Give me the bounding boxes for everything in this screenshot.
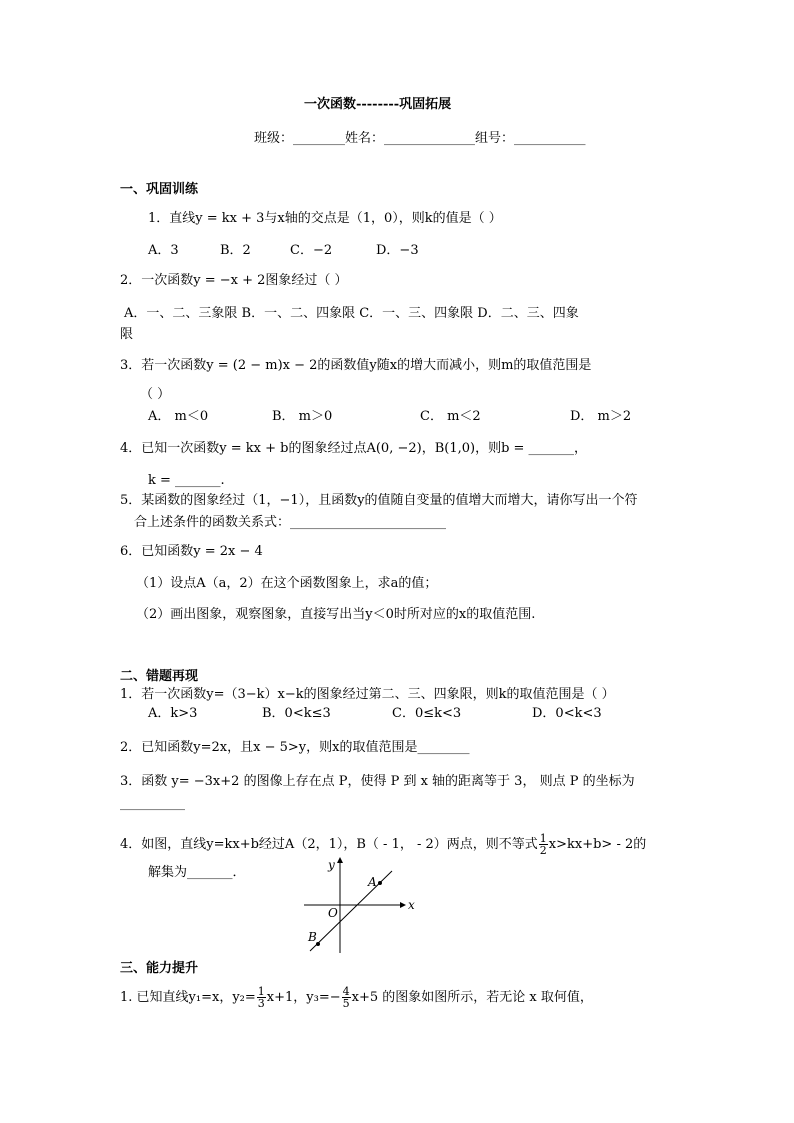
s1-q5-text: 5．某函数的图象经过（1，−1），且函数y的值随自变量的值增大而增大，请你写出一个符 — [120, 493, 638, 508]
x-axis-arrow-icon — [400, 902, 406, 908]
line-graph-figure — [300, 855, 420, 955]
section-heading-3: 三、能力提升 — [120, 961, 199, 976]
s1-q1-option-c: C．−2 — [290, 243, 333, 258]
page-title: 一次函数--------巩固拓展 — [304, 97, 452, 112]
s1-q4-text2: k = _______. — [148, 473, 225, 488]
student-info — [254, 130, 586, 148]
s2-q1-text: 1．若一次函数y=（3−k）x−k的图象经过第二、三、四象限，则k的取值范围是（ ） — [120, 687, 615, 702]
point-b-label: B — [308, 930, 317, 944]
s1-q3-option-d: D． m＞2 — [570, 409, 632, 424]
fraction-numerator: 4 — [342, 985, 350, 998]
s1-q4-text: 4．已知一次函数y = kx + b的图象经过点A(0, −2)，B(1,0)，则b = _______， — [120, 441, 588, 456]
group-label: 组号：___________ — [475, 131, 586, 146]
s1-q1-option-b: B．2 — [220, 243, 251, 258]
s1-q1-option-a: A．3 — [148, 243, 179, 258]
name-label: 姓名：______________ — [345, 131, 476, 146]
s3-q1-text — [120, 986, 593, 1009]
y-axis-arrow-icon — [337, 857, 343, 863]
class-label: 班级：________ — [254, 131, 346, 146]
fraction-numerator: 1 — [539, 832, 547, 845]
x-axis-label: x — [408, 898, 415, 912]
s1-q3-text: 3．若一次函数y = (2 − m)x − 2的函数值y随x的增大而减小，则m的取值范围是 — [120, 358, 592, 373]
s1-q6-part1: （1）设点A（a，2）在这个函数图象上，求a的值； — [136, 576, 438, 591]
s1-q3-option-c: C． m＜2 — [420, 409, 481, 424]
s1-q2-options-wrap: 限 — [120, 327, 134, 342]
s3-q1-text-a: 1. 已知直线y₁=x，y₂= — [120, 990, 256, 1005]
s2-q2-text: 2．已知函数y=2x，且x − 5>y，则x的取值范围是________ — [120, 740, 470, 755]
s2-q1-option-b: B．0<k≤3 — [262, 706, 331, 721]
y-axis-label: y — [328, 858, 335, 872]
section-heading-2: 二、错题再现 — [120, 669, 199, 684]
s1-q2-text: 2．一次函数y = −x + 2图象经过（ ） — [120, 273, 348, 288]
s2-q1-option-a: A．k>3 — [148, 706, 198, 721]
fraction-denominator: 3 — [257, 997, 265, 1010]
s1-q1-option-d: D．−3 — [376, 243, 419, 258]
s3-q1-text-b: x+1，y₃=− — [266, 990, 341, 1005]
s2-q1-option-d: D．0<k<3 — [532, 706, 602, 721]
origin-label: O — [328, 906, 338, 920]
fraction-denominator: 5 — [342, 997, 350, 1010]
one-third-fraction — [257, 986, 266, 1009]
s2-q4-text — [120, 833, 646, 856]
fraction-numerator: 1 — [257, 985, 265, 998]
s3-q1-text-c: x+5 的图象如图所示，若无论 x 取何值， — [351, 990, 593, 1005]
s1-q2-options: A．一、二、三象限 B．一、二、四象限 C．一、三、四象限 D．二、三、四象 — [124, 306, 579, 321]
s1-q1-text: 1．直线y = kx + 3与x轴的交点是（1，0），则k的值是（ ） — [148, 211, 502, 226]
s2-q1-option-c: C．0≤k<3 — [392, 706, 462, 721]
s2-q4-text2: 解集为_______． — [148, 865, 246, 880]
section-heading-1: 一、巩固训练 — [120, 182, 199, 197]
four-fifths-fraction — [342, 986, 351, 1009]
s1-q6-part2: （2）画出图象，观察图象，直接写出当y＜0时所对应的x的取值范围. — [136, 607, 536, 622]
s2-q3-text: 3．函数 y= −3x+2 的图像上存在点 P，使得 P 到 x 轴的距离等于 3， 则点 P 的坐标为 — [120, 774, 635, 789]
s1-q5-text2: 合上述条件的函数关系式：________________________ — [134, 515, 447, 530]
s2-q3-text2: __________ — [120, 796, 185, 811]
s2-q4-text-b: x>kx+b> - 2的 — [548, 837, 647, 852]
s1-q3-option-b: B． m＞0 — [272, 409, 333, 424]
s1-q6-text: 6．已知函数y = 2x − 4 — [120, 544, 263, 559]
fraction-denominator: 2 — [539, 844, 547, 857]
point-a-label: A — [368, 875, 377, 889]
s1-q3-option-a: A． m＜0 — [148, 409, 209, 424]
point-a — [378, 881, 382, 885]
one-half-fraction — [539, 833, 548, 856]
s1-q3-paren: （ ） — [140, 387, 171, 402]
s2-q4-text-a: 4．如图，直线y=kx+b经过A（2，1），B（ - 1， - 2）两点，则不等式 — [120, 837, 538, 852]
